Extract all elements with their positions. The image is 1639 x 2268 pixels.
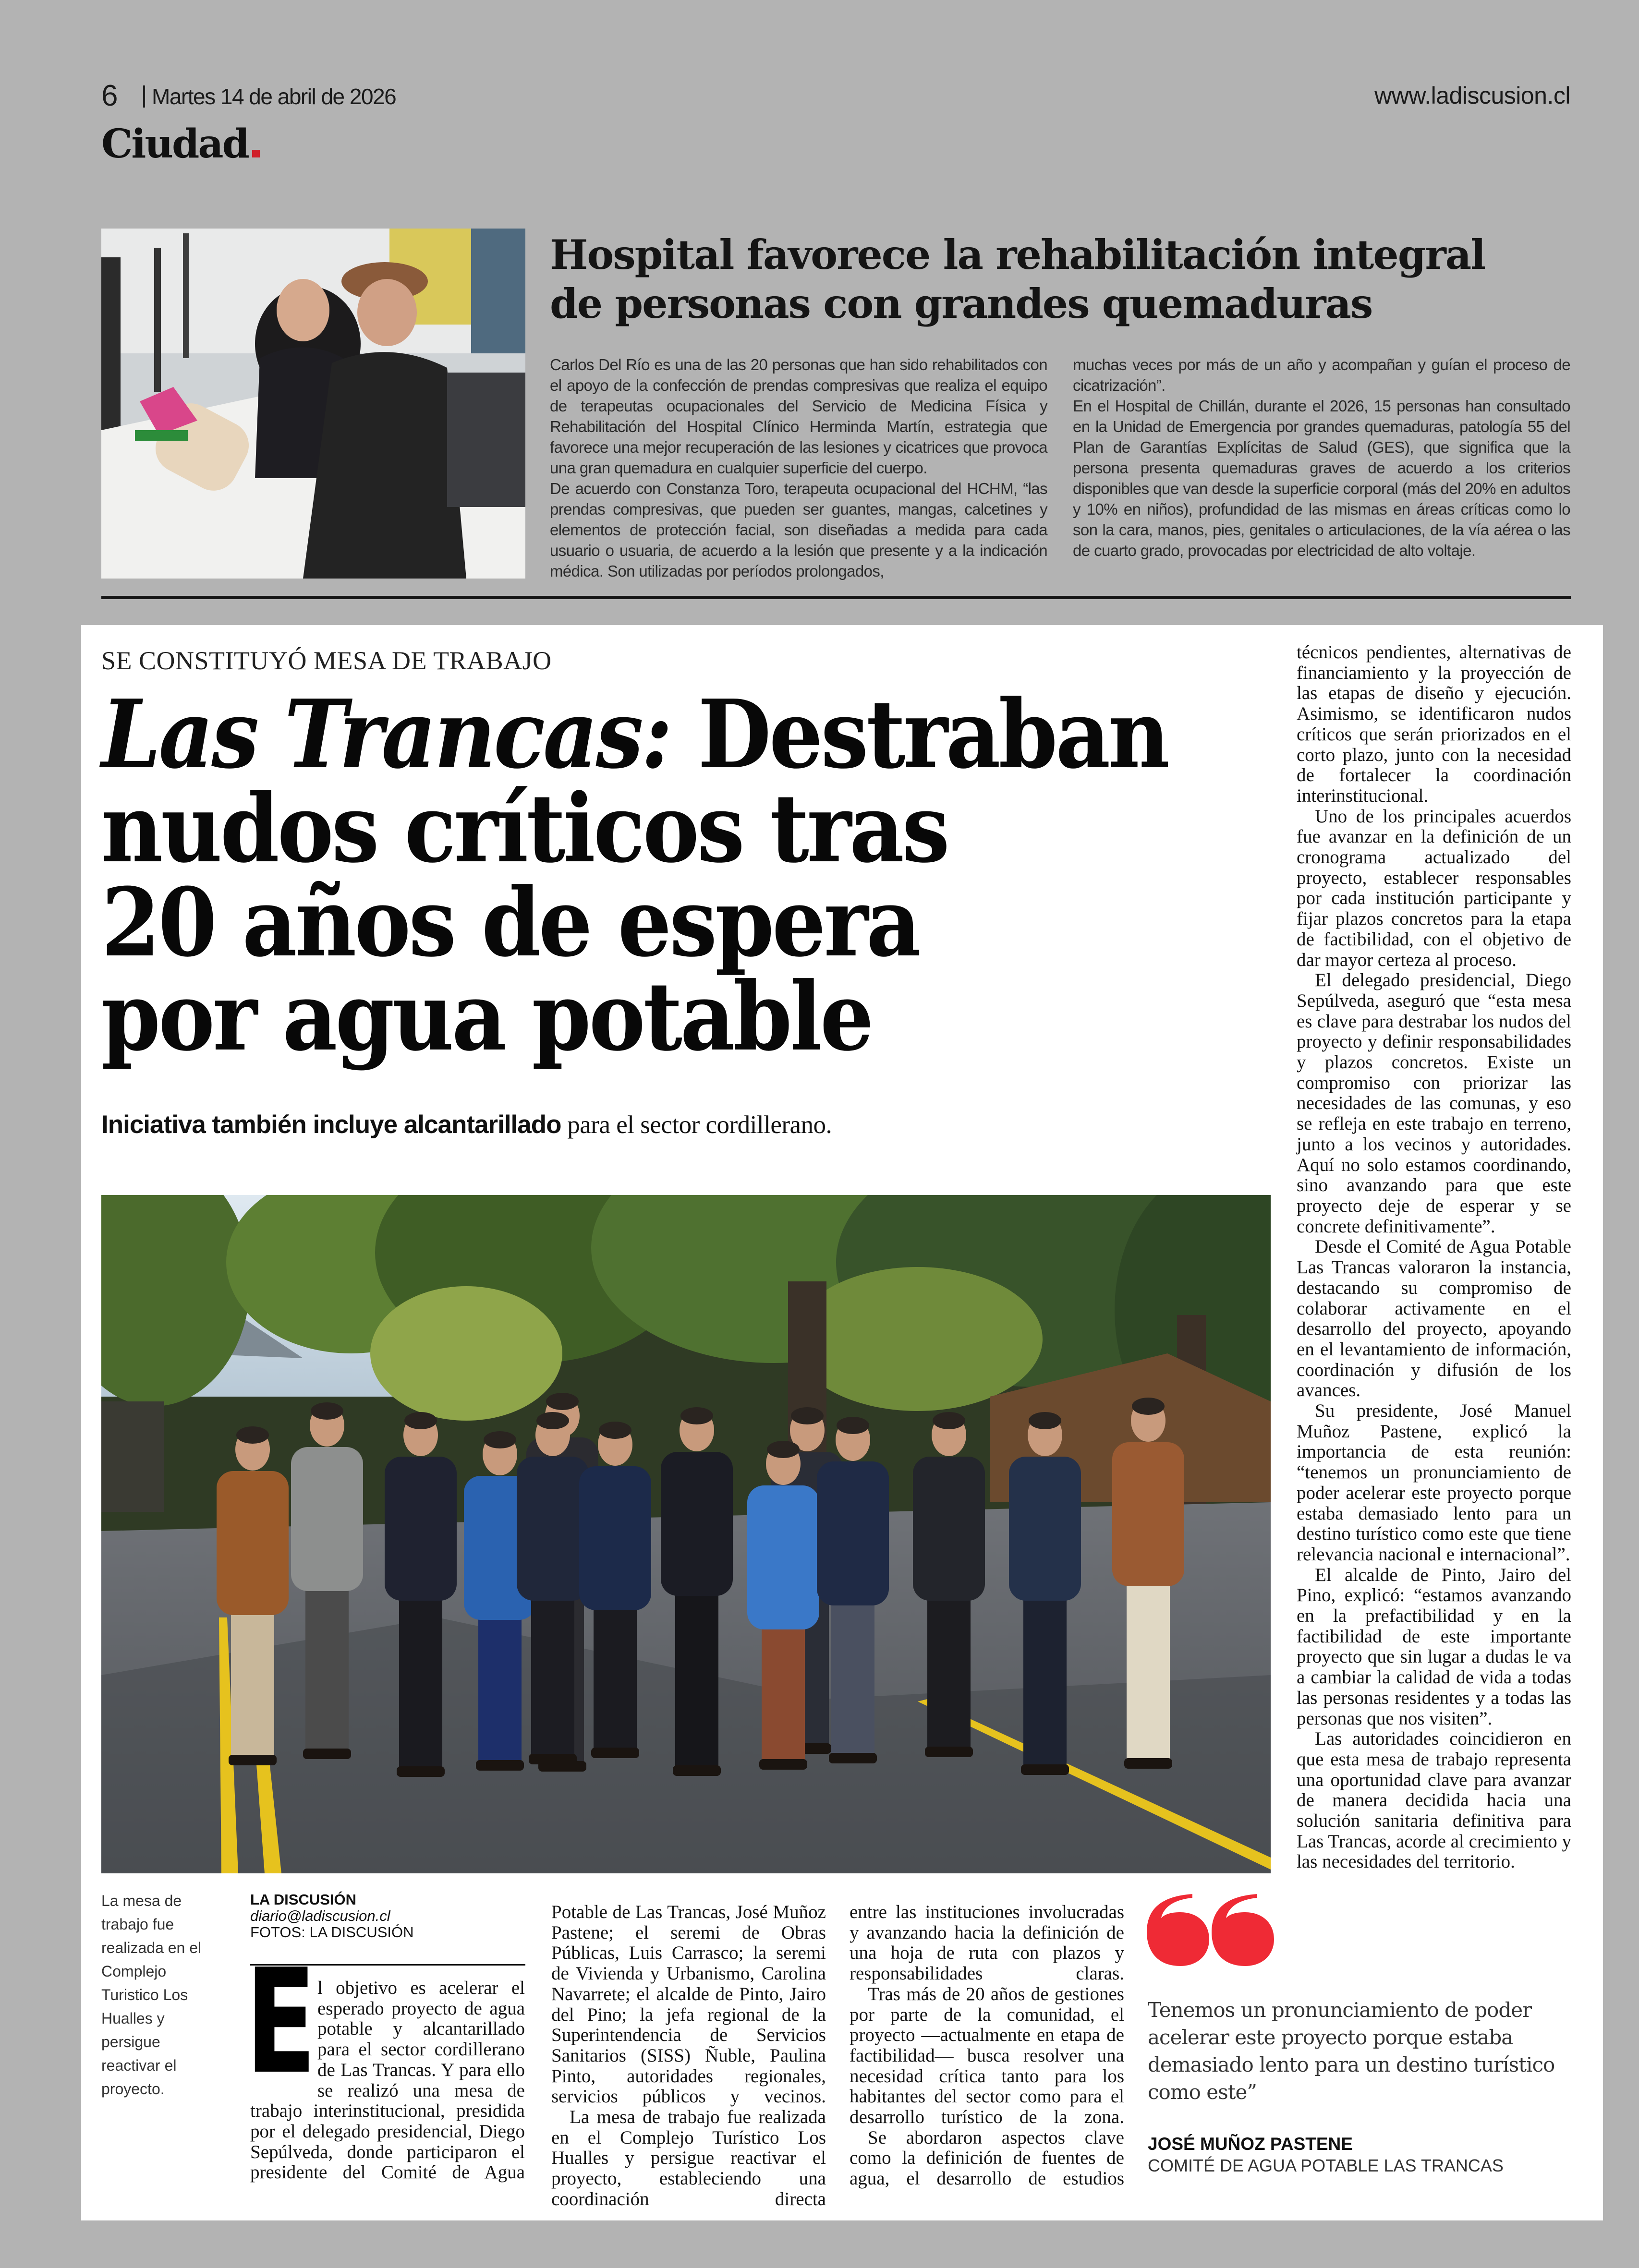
article-column-3 bbox=[850, 1902, 1124, 2189]
drop-cap bbox=[245, 1938, 317, 2106]
top-article-column-1 bbox=[550, 354, 1047, 581]
paragraph: Tras más de 20 años de gestiones por parte de la comunidad, el proyecto —actualmente en etapa de factibilidad— busca resolver una necesidad crítica tanto para los habitantes del sector como para el desarrollo turístico de la zona. bbox=[850, 1983, 1124, 2128]
headline-line: nudos críticos tras bbox=[101, 773, 948, 884]
section-label: Ciudad bbox=[101, 121, 248, 167]
paragraph: técnicos pendientes, alternativas de financiamiento y la proyección de las etapas de diseño y ejecución. Asimismo, se identificaron nudos críticos que serán priorizados en el corto plazo, junto con la necesidad de fortalecer la coordinación interinstitucional. bbox=[1297, 642, 1571, 806]
headline-line: de personas con grandes quemaduras bbox=[550, 280, 1372, 327]
top-article-headline bbox=[550, 230, 1578, 328]
byline-photo-credit: FOTOS: LA DISCUSIÓN bbox=[250, 1924, 414, 1941]
group-photo bbox=[101, 1195, 1271, 1873]
quote-marks-icon bbox=[1147, 1894, 1276, 1966]
article-subtitle bbox=[101, 1110, 832, 1139]
issue-date: Martes 14 de abril de 2026 bbox=[152, 84, 396, 109]
paragraph: entre las instituciones involucradas y avanzando hacia la definición de una hoja de ruta con plazos y responsabilidades claras. bbox=[850, 1902, 1124, 1984]
paragraph: Se abordaron aspectos clave como la definición de fuentes de agua, el desarrollo de estudios bbox=[850, 2127, 1124, 2189]
article-kicker: SE CONSTITUYÓ MESA DE TRABAJO bbox=[101, 646, 552, 675]
paragraph: Su presidente, José Manuel Muñoz Pastene, explicó la importancia de esta reunión: “tenemos un pronunciamiento de poder acelerar este proyecto porque estaba demasiado lento para un destino turístico como este que tiene relevancia nacional e internacional”. bbox=[1297, 1400, 1571, 1565]
headline-line: Hospital favorece la rehabilitación integral bbox=[550, 231, 1485, 278]
article-right-column bbox=[1297, 642, 1571, 1872]
paragraph: l objetivo es acelerar el esperado proyecto de agua potable y alcantarillado para el sector cordillerano de Las Trancas. Y para ello se realizó una mesa de trabajo interinstitucional, presidida por el delegado presidencial, Diego Sepúlveda, donde participaron el presidente del Comité de Agua bbox=[250, 1978, 525, 2183]
section-divider bbox=[101, 596, 1571, 599]
top-article-column-2 bbox=[1073, 354, 1570, 561]
article-column-1 bbox=[245, 1938, 525, 2183]
header-divider bbox=[143, 85, 145, 108]
pull-quote-role: COMITÉ DE AGUA POTABLE LAS TRANCAS bbox=[1148, 2156, 1504, 2175]
website-link[interactable]: www.ladiscusion.cl bbox=[1374, 82, 1570, 109]
paragraph: Desde el Comité de Agua Potable Las Trancas valoraron la instancia, destacando su compromiso de colaborar activamente en el desarrollo del proyecto, apoyando en el levantamiento de información, coordinación y difusión de los avances. bbox=[1297, 1236, 1571, 1401]
headline-line: 20 años de espera bbox=[101, 868, 919, 978]
rehabilitation-photo-image bbox=[101, 229, 525, 579]
main-headline bbox=[101, 679, 1168, 1072]
byline-outlet: LA DISCUSIÓN bbox=[250, 1891, 357, 1908]
byline bbox=[250, 1892, 525, 1941]
headline-text: Destraban bbox=[670, 679, 1168, 790]
subtitle-bold: Iniciativa también incluye alcantarillado bbox=[101, 1110, 561, 1139]
article-column-2 bbox=[551, 1902, 826, 2210]
paragraph: Potable de Las Trancas, José Muñoz Pastene; el seremi de Obras Públicas, Luis Carrasco; la seremi de Vivienda y Urbanismo, Carolina Navarrete; el alcalde de Pinto, Jairo del Pino; la jefa regional de la Superintendencia de Servicios Sanitarios (SISS) Ñuble, Paulina Pinto, autoridades regionales, servicios públicos y vecinos. bbox=[551, 1902, 826, 2107]
pull-quote-text: Tenemos un pronunciamiento de poder acelerar este proyecto porque estaba demasiado lento para un destino turístico como este” bbox=[1148, 1998, 1555, 2104]
headline-italic: Las Trancas: bbox=[101, 679, 671, 790]
paragraph: El alcalde de Pinto, Jairo del Pino, explicó: “estamos avanzando en la prefactibilidad y en la factibilidad de este importante proyecto que sin lugar a dudas le va a cambiar la calidad de vida a todas las personas residentes y a todas las personas que nos visiten”. bbox=[1297, 1564, 1571, 1729]
photo-caption: La mesa de trabajo fue realizada en el Complejo Turistico Los Hualles y persigue reactivar el proyecto. bbox=[101, 1892, 202, 2098]
group-photo-image bbox=[101, 1195, 1271, 1873]
pull-quote-author: JOSÉ MUÑOZ PASTENE bbox=[1148, 2134, 1353, 2154]
paragraph: En el Hospital de Chillán, durante el 2026, 15 personas han consultado en la Unidad de Emergencia por grandes quemaduras, patología 55 del Plan de Garantías Explícitas de Salud (GES), que significa que la persona presenta quemaduras graves de acuerdo a los criterios disponibles que van desde la superficie corporal (más del 20% en adultos y 10% en niños), profundidad de las mismas en áreas críticas como lo son la cara, manos, pies, genitales o articulaciones, de la vía aérea o las de cuarto grado, provocadas por electricidad de alto voltaje. bbox=[1073, 397, 1570, 559]
paragraph: Las autoridades coincidieron en que esta mesa de trabajo representa una oportunidad clave para avanzar de manera decidida hacia una solución sanitaria definitiva para Las Trancas, acorde al crecimiento y las necesidades del territorio. bbox=[1297, 1728, 1571, 1872]
paragraph: Uno de los principales acuerdos fue avanzar en la definición de un cronograma actualizado del proyecto, establecer responsables por cada institución participante y fijar plazos concretos para la etapa de factibilidad, con el objetivo de dar mayor certeza al proceso. bbox=[1297, 806, 1571, 970]
section-dot-icon bbox=[252, 150, 260, 157]
paragraph: muchas veces por más de un año y acompañan y guían el proceso de cicatrización”. bbox=[1073, 356, 1570, 394]
subtitle-rest: para el sector cordillerano. bbox=[561, 1111, 832, 1139]
headline-line: por agua potable bbox=[101, 962, 872, 1072]
drop-cap-letter: E bbox=[245, 1938, 316, 2106]
byline-email[interactable]: diario@ladiscusion.cl bbox=[250, 1907, 390, 1924]
paragraph: La mesa de trabajo fue realizada en el Complejo Turístico Los Hualles y persigue reactivar el proyecto, estableciendo una coordinación directa bbox=[551, 2107, 826, 2209]
rehabilitation-photo bbox=[101, 229, 525, 579]
page-number: 6 bbox=[101, 79, 118, 112]
paragraph: El delegado presidencial, Diego Sepúlveda, aseguró que “esta mesa es clave para destrabar los nudos del proyecto y definir responsabilidades y plazos concretos. Existe un compromiso con priorizar las necesidades de las comunas, y eso se refleja en este trabajo en terreno, junto a los vecinos y autoridades. Aquí no solo estamos coordinando, sino avanzando para que este proyecto deje de esperar y se concrete definitivamente”. bbox=[1297, 970, 1571, 1237]
headline-line bbox=[101, 679, 1168, 790]
section-title bbox=[101, 121, 260, 167]
paragraph: Carlos Del Río es una de las 20 personas que han sido rehabilitados con el apoyo de la confección de prendas compresivas que realiza el equipo de terapeutas ocupacionales del Servicio de Medicina Física y Rehabilitación del Hospital Clínico Herminda Martín, estrategia que favorece una mejor recuperación de las lesiones y cicatrices que provoca una gran quemadura en cualquier superficie del cuerpo. bbox=[550, 356, 1047, 477]
paragraph: De acuerdo con Constanza Toro, terapeuta ocupacional del HCHM, “las prendas compresivas, que pueden ser guantes, mangas, calcetines y elementos de protección facial, son diseñadas a medida para cada usuario o usuaria, de acuerdo a la lesión que presente y a la indicación médica. Son utilizadas por períodos prolongados, bbox=[550, 480, 1047, 580]
